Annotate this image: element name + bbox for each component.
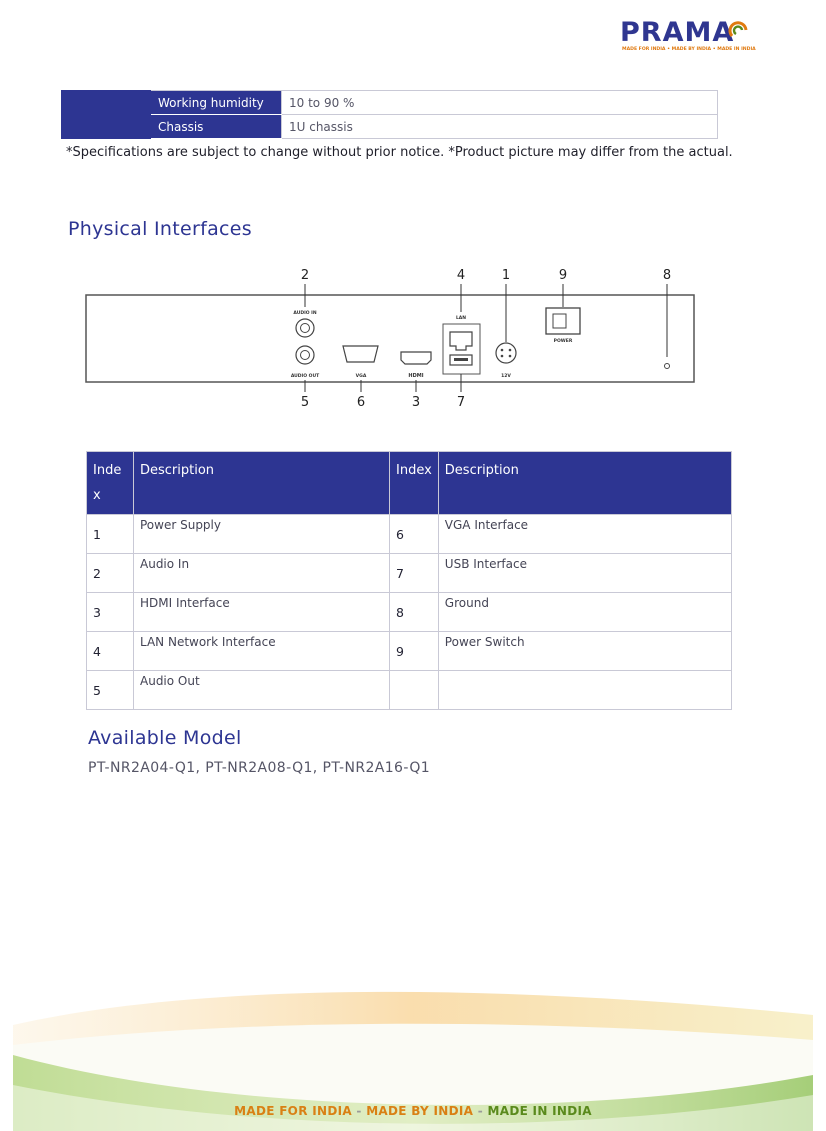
port-label: AUDIO OUT xyxy=(290,374,320,379)
footer-separator: - xyxy=(473,1104,488,1118)
footer-separator: - xyxy=(351,1104,367,1118)
header-line: Inde xyxy=(93,463,122,478)
power-pin xyxy=(501,349,504,352)
description-cell: LAN Network Interface xyxy=(134,632,390,671)
index-cell: 2 xyxy=(87,554,134,593)
description-cell: USB Interface xyxy=(438,554,731,593)
callout-number: 9 xyxy=(558,268,568,283)
power-switch-rocker xyxy=(553,314,566,328)
description-cell: VGA Interface xyxy=(438,515,731,554)
spec-label: Working humidity xyxy=(151,91,282,115)
audio-out-jack-icon xyxy=(296,346,314,364)
rear-panel-outline xyxy=(86,295,694,382)
audio-in-jack-inner xyxy=(301,324,310,333)
spec-row xyxy=(62,91,718,115)
port-label: POWER xyxy=(553,339,573,344)
index-cell: 4 xyxy=(87,632,134,671)
interface-index-table xyxy=(86,451,732,710)
table-row xyxy=(87,515,732,554)
port-label: LAN xyxy=(455,316,467,321)
description-cell: Power Switch xyxy=(438,632,731,671)
power-pin xyxy=(509,349,512,352)
power-pin xyxy=(509,355,512,358)
port-label: 12V xyxy=(501,374,511,379)
callout-number: 3 xyxy=(411,395,421,410)
power-switch-icon xyxy=(546,308,580,334)
table-row xyxy=(87,593,732,632)
footer-slogan-part: MADE IN INDIA xyxy=(487,1104,592,1118)
footer-slogan-part: MADE FOR INDIA xyxy=(234,1104,352,1118)
table-row xyxy=(87,632,732,671)
table-header-row xyxy=(87,452,732,515)
index-cell: 3 xyxy=(87,593,134,632)
col-header-description: Description xyxy=(134,452,390,515)
power-pin xyxy=(501,355,504,358)
lan-port-icon xyxy=(450,332,472,350)
vga-port-icon xyxy=(343,346,378,362)
logo-swirl-icon xyxy=(728,20,750,42)
col-header-index xyxy=(87,452,134,515)
index-cell: 5 xyxy=(87,671,134,710)
callout-number: 6 xyxy=(356,395,366,410)
hdmi-port-icon xyxy=(401,352,431,364)
description-cell: HDMI Interface xyxy=(134,593,390,632)
table-row xyxy=(87,554,732,593)
col-header-description: Description xyxy=(438,452,731,515)
port-label: VGA xyxy=(355,374,367,379)
available-model-title: Available Model xyxy=(88,727,242,749)
callout-number: 8 xyxy=(662,268,672,283)
audio-out-jack-inner xyxy=(301,351,310,360)
spec-label: Chassis xyxy=(151,115,282,139)
physical-interfaces-title: Physical Interfaces xyxy=(68,218,252,240)
power-input-port-icon xyxy=(496,343,516,363)
description-cell: Power Supply xyxy=(134,515,390,554)
index-cell: 9 xyxy=(390,632,439,671)
usb-port-tongue xyxy=(454,358,468,361)
rear-panel-diagram xyxy=(80,262,710,412)
callout-number: 4 xyxy=(456,268,466,283)
table-row xyxy=(87,671,732,710)
port-label: AUDIO IN xyxy=(293,311,317,316)
callout-number: 5 xyxy=(300,395,310,410)
callout-number: 2 xyxy=(300,268,310,283)
index-cell: 7 xyxy=(390,554,439,593)
index-cell: 6 xyxy=(390,515,439,554)
index-cell xyxy=(390,671,439,710)
col-header-index: Index xyxy=(390,452,439,515)
spec-note: *Specifications are subject to change without prior notice. *Product picture may differ from the actual. xyxy=(66,145,733,160)
description-cell: Audio Out xyxy=(134,671,390,710)
prama-logo xyxy=(620,18,760,60)
description-cell xyxy=(438,671,731,710)
footer-slogan xyxy=(0,1104,826,1118)
spec-value: 10 to 90 % xyxy=(282,91,718,115)
index-cell: 8 xyxy=(390,593,439,632)
callout-number: 1 xyxy=(501,268,511,283)
index-cell: 1 xyxy=(87,515,134,554)
logo-tagline: MADE FOR INDIA • MADE BY INDIA • MADE IN INDIA xyxy=(622,47,756,52)
description-cell: Audio In xyxy=(134,554,390,593)
spec-row xyxy=(62,115,718,139)
available-model-list: PT-NR2A04-Q1, PT-NR2A08-Q1, PT-NR2A16-Q1 xyxy=(88,760,431,776)
callout-number: 7 xyxy=(456,395,466,410)
footer-slogan-part: MADE BY INDIA xyxy=(366,1104,474,1118)
spec-table xyxy=(61,90,718,139)
ground-terminal-icon xyxy=(665,364,670,369)
logo-wordmark: PRAMA xyxy=(620,17,735,48)
audio-in-jack-icon xyxy=(296,319,314,337)
port-label: HDMI xyxy=(408,373,424,379)
header-line: x xyxy=(93,488,101,503)
description-cell: Ground xyxy=(438,593,731,632)
spec-value: 1U chassis xyxy=(282,115,718,139)
spec-blank-cell xyxy=(62,91,151,139)
